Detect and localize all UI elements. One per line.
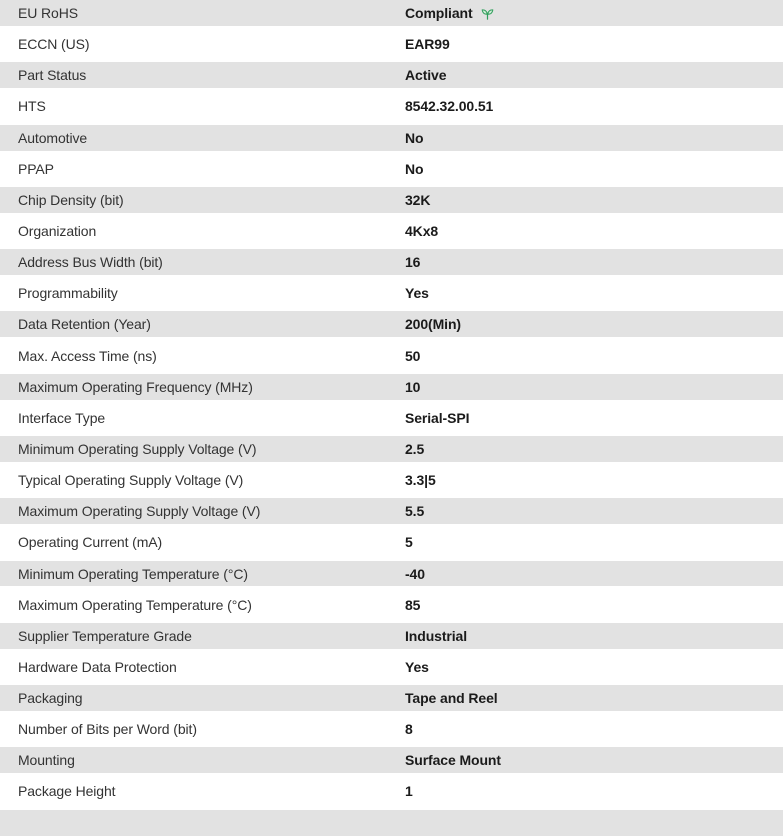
spec-value: 10 <box>405 378 421 395</box>
spec-value: -40 <box>405 565 425 582</box>
table-row <box>0 29 783 60</box>
spec-label: Data Retention (Year) <box>18 316 151 333</box>
spec-value: 4Kx8 <box>405 222 439 239</box>
spec-value-cell <box>405 62 783 88</box>
table-row <box>0 620 783 651</box>
spec-value: 8542.32.00.51 <box>405 98 494 115</box>
table-row <box>0 496 783 527</box>
table-row <box>0 433 783 464</box>
spec-label: Number of Bits per Word (bit) <box>18 721 197 738</box>
spec-value: 32K <box>405 191 431 208</box>
table-row <box>0 402 783 433</box>
spec-value: 8 <box>405 721 413 738</box>
spec-value-cell <box>405 153 783 184</box>
spec-label: Address Bus Width (bit) <box>18 254 163 271</box>
spec-value: Tape and Reel <box>405 690 498 707</box>
spec-label: Supplier Temperature Grade <box>18 627 192 644</box>
spec-label: Max. Access Time (ns) <box>18 347 157 364</box>
table-row <box>0 776 783 807</box>
spec-value: Serial-SPI <box>405 409 470 426</box>
spec-label: Mounting <box>18 752 75 769</box>
spec-label: HTS <box>18 98 46 115</box>
leaf-icon <box>480 6 495 21</box>
spec-value-cell <box>405 187 783 213</box>
table-row <box>0 683 783 714</box>
spec-label: Organization <box>18 222 97 239</box>
spec-value: Active <box>405 67 447 84</box>
table-row <box>0 215 783 246</box>
spec-value: No <box>405 160 424 177</box>
spec-value-cell <box>405 776 783 807</box>
spec-value: 16 <box>405 254 421 271</box>
spec-label: Package Height <box>18 783 116 800</box>
spec-value-cell <box>405 125 783 151</box>
spec-value-cell <box>405 215 783 246</box>
spec-value: EAR99 <box>405 36 450 53</box>
table-row <box>0 0 783 29</box>
spec-value-cell <box>405 340 783 371</box>
spec-value: 2.5 <box>405 440 425 457</box>
table-row <box>0 309 783 340</box>
spec-value-cell <box>405 747 783 773</box>
table-row <box>0 651 783 682</box>
spec-value-cell <box>405 29 783 60</box>
spec-label: PPAP <box>18 160 54 177</box>
spec-value-cell <box>405 465 783 496</box>
spec-label: EU RoHS <box>18 4 78 21</box>
spec-label: Programmability <box>18 285 118 302</box>
spec-value-cell <box>405 651 783 682</box>
spec-value-cell <box>405 278 783 309</box>
spec-value-cell <box>405 685 783 711</box>
table-row <box>0 714 783 745</box>
table-row <box>0 153 783 184</box>
spec-label: Maximum Operating Frequency (MHz) <box>18 378 253 395</box>
table-row <box>0 184 783 215</box>
spec-label: Part Status <box>18 67 87 84</box>
table-row <box>0 527 783 558</box>
spec-value-cell <box>405 436 783 462</box>
table-row <box>0 91 783 122</box>
spec-label: Automotive <box>18 129 88 146</box>
spec-value-cell <box>405 374 783 400</box>
table-row <box>0 558 783 589</box>
spec-label: Typical Operating Supply Voltage (V) <box>18 472 244 489</box>
spec-value-cell <box>405 714 783 745</box>
spec-label: Minimum Operating Temperature (°C) <box>18 565 248 582</box>
spec-value: 50 <box>405 347 421 364</box>
spec-value-cell <box>405 498 783 524</box>
table-row <box>0 745 783 776</box>
spec-value: Industrial <box>405 627 468 644</box>
table-row <box>0 247 783 278</box>
spec-value-cell <box>405 623 783 649</box>
spec-value: 5.5 <box>405 503 425 520</box>
spec-label: Chip Density (bit) <box>18 191 124 208</box>
spec-value: 5 <box>405 534 413 551</box>
table-row <box>0 122 783 153</box>
spec-label: Operating Current (mA) <box>18 534 163 551</box>
spec-value-cell <box>405 589 783 620</box>
spec-value: Surface Mount <box>405 752 501 769</box>
spec-label: Hardware Data Protection <box>18 658 177 675</box>
table-row <box>0 465 783 496</box>
spec-value: 200(Min) <box>405 316 461 333</box>
spec-value-cell <box>405 311 783 337</box>
spec-value: 3.3|5 <box>405 472 436 489</box>
spec-value: Compliant <box>405 4 473 21</box>
spec-value-cell <box>405 402 783 433</box>
table-row <box>0 60 783 91</box>
spec-value: Yes <box>405 285 429 302</box>
spec-label: Maximum Operating Supply Voltage (V) <box>18 503 261 520</box>
partial-next-row <box>0 807 783 838</box>
spec-value: No <box>405 129 424 146</box>
spec-label: Interface Type <box>18 409 106 426</box>
spec-label: Packaging <box>18 690 83 707</box>
spec-value-cell <box>405 249 783 275</box>
spec-value-cell <box>405 561 783 587</box>
table-row <box>0 278 783 309</box>
spec-value-cell <box>405 0 783 26</box>
spec-value: 1 <box>405 783 413 800</box>
spec-value-cell <box>405 91 783 122</box>
spec-label: ECCN (US) <box>18 36 90 53</box>
spec-value: Yes <box>405 658 429 675</box>
table-row <box>0 371 783 402</box>
table-row <box>0 589 783 620</box>
table-row <box>0 340 783 371</box>
spec-label: Minimum Operating Supply Voltage (V) <box>18 440 257 457</box>
spec-label: Maximum Operating Temperature (°C) <box>18 596 252 613</box>
spec-value-cell <box>405 527 783 558</box>
spec-value: 85 <box>405 596 421 613</box>
